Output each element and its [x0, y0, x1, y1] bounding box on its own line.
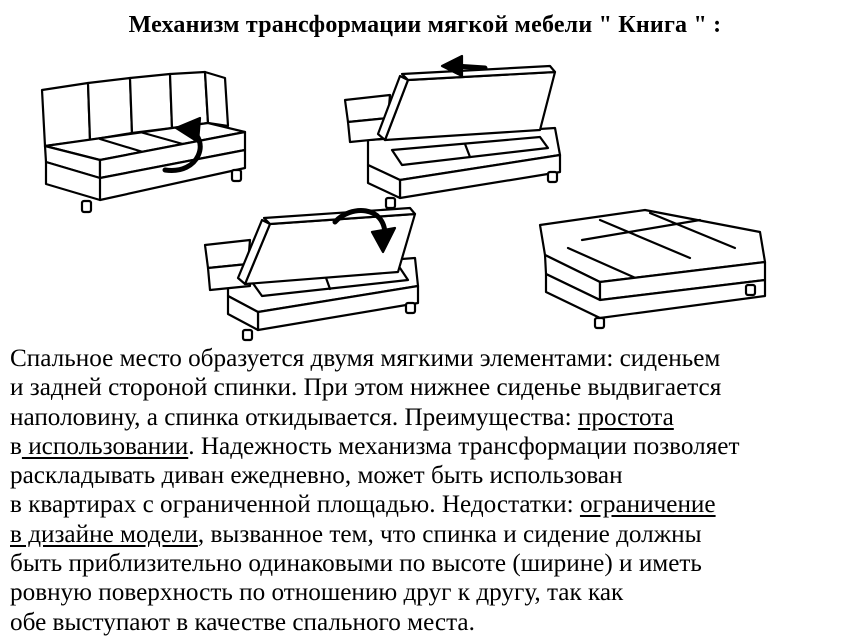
sofa-unfolded-bed-illustration: [540, 210, 765, 328]
description-text: [10, 344, 846, 637]
text-line: быть приблизительно одинаковыми по высоте (ширине) и иметь: [10, 550, 702, 578]
text-line: в квартирах с ограниченной площадью. Недостатки: ограничение: [10, 491, 716, 519]
sofa-back-lifted-illustration: [345, 56, 560, 208]
sofa-back-lowering-illustration: [205, 208, 418, 340]
text-line: и задней стороной спинки. При этом нижнее сиденье выдвигается: [10, 374, 722, 402]
underlined-phrase: в дизайне модели: [10, 520, 198, 548]
text-line: наполовину, а спинка откидывается. Преимущества: простота: [10, 403, 674, 431]
underlined-phrase: ограничение: [579, 491, 716, 519]
underlined-phrase: использовании: [21, 432, 189, 460]
text-line: в дизайне модели, вызванное тем, что спинка и сидение должны: [10, 520, 702, 548]
sofa-folded-illustration: [42, 72, 245, 212]
underlined-phrase: простота: [577, 403, 674, 431]
text-line: Спальное место образуется двумя мягкими элементами: сиденьем: [10, 345, 721, 372]
text-line: обе выступают в качестве спального места.: [10, 608, 475, 636]
text-line: ровную поверхность по отношению друг к другу, так как: [10, 579, 624, 607]
text-line: раскладывать диван ежедневно, может быть использован: [10, 462, 623, 490]
text-line: в использовании. Надежность механизма трансформации позволяет: [10, 432, 740, 460]
page-title: Механизм трансформации мягкой мебели " Книга " :: [128, 12, 722, 38]
